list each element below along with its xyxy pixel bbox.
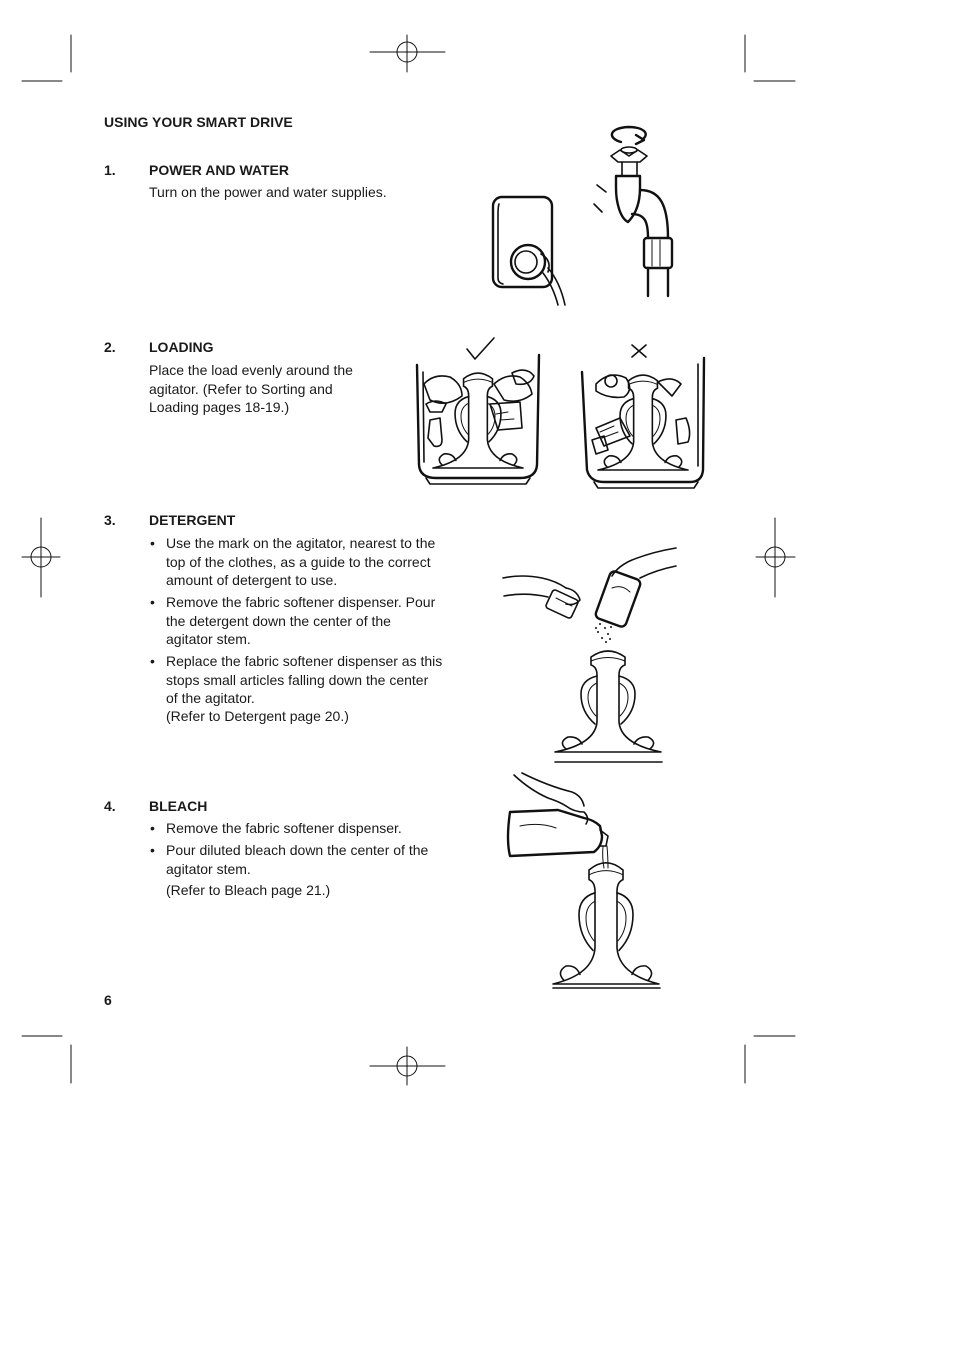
step-heading-power-and-water: POWER AND WATER bbox=[149, 162, 289, 178]
bullet-text bbox=[166, 593, 435, 649]
clothes bbox=[658, 379, 681, 396]
step-number: 3. bbox=[104, 512, 116, 528]
powder-grain bbox=[604, 627, 606, 629]
detergent-box-icon bbox=[594, 570, 641, 628]
clothes bbox=[512, 370, 534, 384]
supply-pipe bbox=[648, 268, 668, 296]
text-line: Remove the fabric softener dispenser. Pour bbox=[166, 594, 436, 610]
powder-grain bbox=[599, 623, 601, 625]
registration-mark-left bbox=[22, 518, 60, 597]
bullet-glyph: • bbox=[150, 842, 155, 858]
bullet-text bbox=[166, 652, 442, 708]
cross-icon bbox=[632, 345, 646, 357]
hand-icon bbox=[503, 576, 580, 605]
sock bbox=[428, 418, 442, 446]
arm-outline bbox=[504, 594, 548, 597]
bullet-text bbox=[166, 534, 435, 590]
step-heading-detergent: DETERGENT bbox=[149, 512, 236, 528]
powder-grain bbox=[605, 641, 607, 643]
registration-mark-right bbox=[756, 518, 795, 597]
tap-pipe bbox=[640, 190, 668, 238]
page-title: USING YOUR SMART DRIVE bbox=[104, 114, 293, 130]
clothes bbox=[605, 375, 617, 387]
powder-grain bbox=[601, 637, 603, 639]
bottle-detail bbox=[520, 824, 556, 828]
clothes bbox=[494, 376, 532, 401]
sock bbox=[676, 418, 690, 444]
bullet-glyph: • bbox=[150, 594, 155, 610]
text-line: Replace the fabric softener dispenser as this bbox=[166, 653, 443, 669]
arm-outline bbox=[640, 566, 676, 578]
tub-icon bbox=[582, 358, 704, 482]
text-line: Remove the fabric softener dispenser. bbox=[166, 820, 402, 836]
dispenser-rim bbox=[556, 598, 572, 606]
bullet-glyph: • bbox=[150, 653, 155, 669]
detergent-illustration bbox=[503, 548, 676, 762]
check-icon bbox=[467, 338, 494, 359]
step-text bbox=[149, 183, 387, 202]
powder-grain bbox=[597, 631, 599, 633]
bullet-text bbox=[166, 841, 428, 878]
incorrect-load-tub bbox=[582, 345, 704, 488]
page-number: 6 bbox=[104, 992, 112, 1008]
text-line: Turn on the power and water supplies. bbox=[149, 184, 387, 200]
agitator-icon bbox=[553, 863, 659, 984]
text-line: Place the load evenly around the bbox=[149, 362, 353, 378]
motion-lines bbox=[594, 185, 606, 212]
step-number: 4. bbox=[104, 798, 116, 814]
step-number: 2. bbox=[104, 339, 116, 355]
turn-arrow-icon bbox=[612, 127, 646, 142]
arm-outline bbox=[612, 548, 676, 576]
tap-stem bbox=[622, 162, 637, 176]
clothes bbox=[424, 376, 462, 403]
text-line: stops small articles falling down the center bbox=[166, 671, 429, 688]
text-line: agitator stem. bbox=[166, 860, 251, 877]
turn-arrow-head bbox=[636, 135, 644, 144]
box-detail bbox=[612, 587, 630, 592]
step-heading-bleach: BLEACH bbox=[149, 798, 208, 814]
text-line: the detergent down the center of the bbox=[166, 612, 391, 629]
plug bbox=[511, 245, 545, 279]
arm-outline bbox=[514, 775, 566, 806]
bullet-text bbox=[166, 819, 402, 838]
text-line: of the agitator. bbox=[166, 690, 255, 706]
text-line: agitator stem. bbox=[166, 631, 251, 647]
pipe-nut bbox=[644, 238, 672, 268]
text-line: top of the clothes, as a guide to the correct bbox=[166, 553, 431, 570]
powder-grain bbox=[610, 626, 612, 628]
water-tap-icon bbox=[594, 127, 672, 296]
shirt-detail bbox=[496, 412, 514, 420]
plug-face bbox=[515, 251, 537, 273]
step-text bbox=[149, 361, 353, 417]
detergent-box bbox=[594, 570, 641, 628]
text-line: Use the mark on the agitator, nearest to the bbox=[166, 535, 436, 551]
arm-outline bbox=[503, 576, 566, 588]
text-line: Loading pages 18-19.) bbox=[149, 399, 290, 415]
text-line: amount of detergent to use. bbox=[166, 572, 338, 588]
detergent-powder bbox=[595, 623, 612, 643]
step-number: 1. bbox=[104, 162, 116, 178]
registration-mark-bottom bbox=[370, 1047, 445, 1085]
text-line: Pour diluted bleach down the center of the bbox=[166, 842, 429, 858]
power-and-water-illustration bbox=[493, 127, 672, 305]
correct-load-tub bbox=[417, 338, 539, 484]
powder-grain bbox=[607, 633, 609, 635]
agitator-icon bbox=[555, 651, 661, 752]
powder-grain bbox=[595, 627, 597, 629]
outlet-bevel bbox=[498, 204, 503, 284]
powder-grain bbox=[609, 638, 611, 640]
agitator-icon bbox=[598, 375, 688, 470]
reference-note: (Refer to Bleach page 21.) bbox=[166, 882, 331, 898]
registration-mark-top bbox=[370, 35, 445, 72]
text-line: agitator. (Refer to Sorting and bbox=[149, 380, 333, 397]
bullet-glyph: • bbox=[150, 535, 155, 551]
reference-note: (Refer to Detergent page 20.) bbox=[166, 708, 349, 724]
bleach-stream bbox=[603, 846, 608, 868]
tap-handle bbox=[611, 150, 647, 162]
bleach-bottle-icon bbox=[508, 810, 608, 856]
power-outlet-icon bbox=[493, 197, 565, 305]
nut-lines bbox=[652, 240, 660, 266]
bleach-illustration bbox=[508, 773, 660, 988]
step-heading-loading: LOADING bbox=[149, 339, 214, 355]
tap-pipe bbox=[632, 214, 648, 238]
agitator-icon bbox=[433, 373, 523, 468]
loading-illustration bbox=[417, 338, 704, 488]
bullet-glyph: • bbox=[150, 820, 155, 836]
